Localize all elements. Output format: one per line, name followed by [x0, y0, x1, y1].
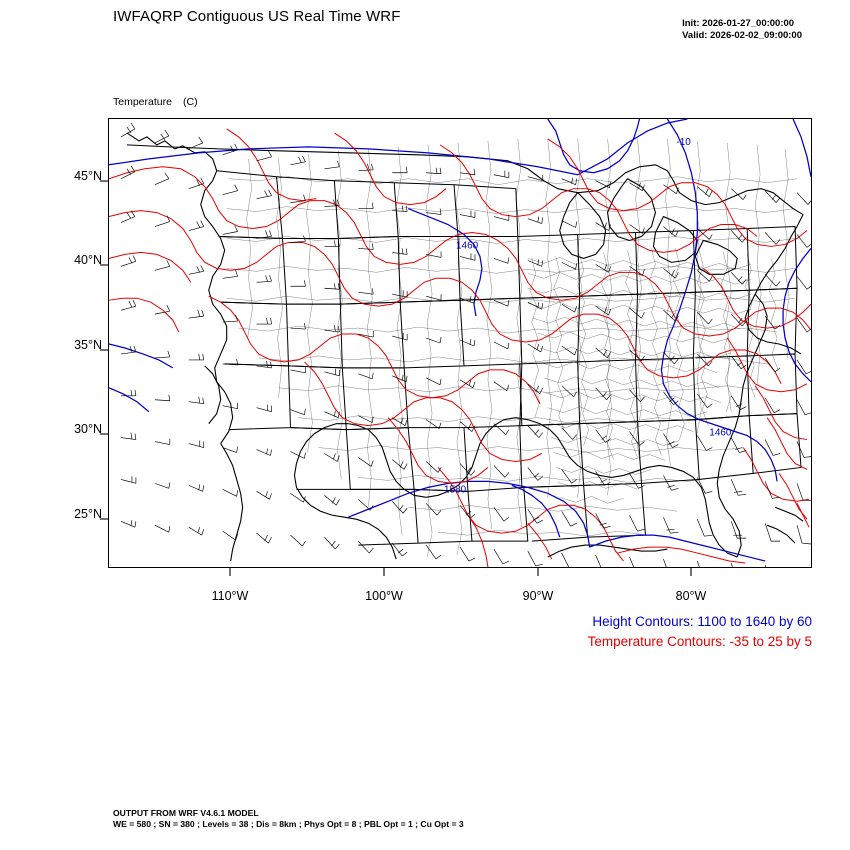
- map-plot-area[interactable]: [108, 118, 812, 568]
- units-value-temperature: (C): [183, 96, 198, 108]
- page-title: IWFAQRP Contiguous US Real Time WRF: [113, 8, 401, 25]
- footer-line-1: OUTPUT FROM WRF V4.6.1 MODEL: [113, 808, 259, 818]
- init-valid-times: [682, 18, 802, 42]
- units-row-temperature: [113, 95, 203, 110]
- x-axis-tick-100w: 100°W: [365, 589, 403, 603]
- valid-time: Valid: 2026-02-02_09:00:00: [682, 30, 802, 41]
- y-axis-tick-45n: 45°N: [74, 169, 102, 183]
- contour-label-1460-southeast: 1460: [709, 427, 732, 439]
- x-axis-tick-80w: 80°W: [675, 589, 707, 603]
- y-axis-tick-30n: 30°N: [74, 422, 102, 436]
- units-label-temperature: Temperature: [113, 96, 172, 108]
- contour-label-1460-north: 1460: [456, 240, 479, 252]
- model-output-footer: [113, 808, 464, 830]
- legend-temperature-contours: Temperature Contours: -35 to 25 by 5: [587, 634, 812, 649]
- y-axis-tick-40n: 40°N: [74, 253, 102, 267]
- contour-label-1580: 1580: [444, 484, 467, 496]
- contour-label-minus10: -10: [676, 136, 691, 148]
- y-axis-tick-35n: 35°N: [74, 338, 102, 352]
- footer-line-2: WE = 580 ; SN = 380 ; Levels = 38 ; Dis = 8km ; Phys Opt = 8 ; PBL Opt = 1 ; Cu Opt = 3: [113, 819, 464, 829]
- x-axis-tick-110w: 110°W: [211, 589, 249, 603]
- coastline-and-borders: [127, 133, 803, 561]
- contour-legend: [588, 612, 812, 652]
- legend-height-contours: Height Contours: 1100 to 1640 by 60: [592, 614, 812, 629]
- y-axis-tick-25n: 25°N: [74, 507, 102, 521]
- map-graphic: [109, 119, 811, 567]
- init-time: Init: 2026-01-27_00:00:00: [682, 18, 795, 29]
- x-axis-tick-90w: 90°W: [522, 589, 554, 603]
- county-boundaries: [227, 136, 797, 557]
